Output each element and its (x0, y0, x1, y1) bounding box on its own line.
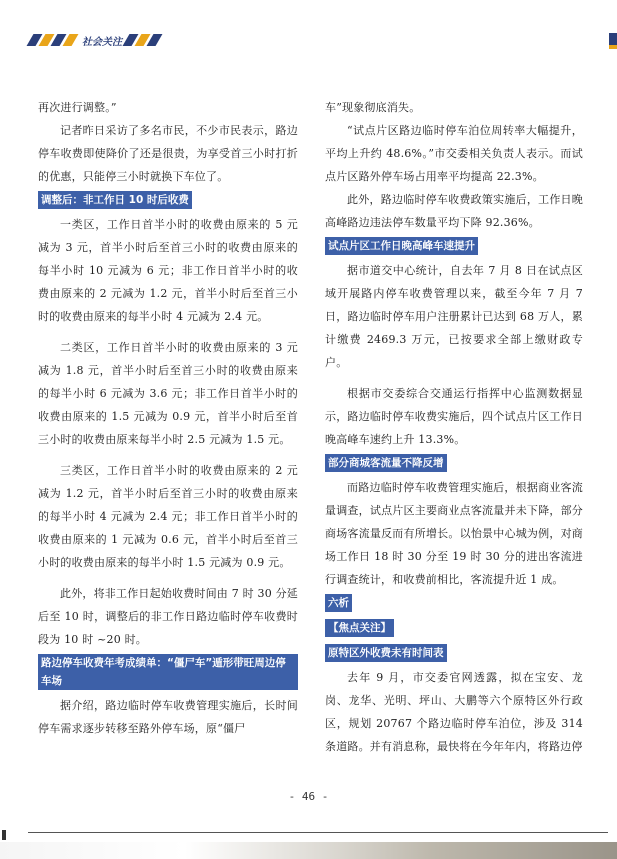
paragraph: 车”现象彻底消失。 (325, 101, 421, 114)
paragraph: 据市道交中心统计，自去年 7 月 8 日在试点区域开展路内停车收费管理以来，截至今年 7 月 7 日，路边临时停车用户注册累计已达到 68 万人，累计缴费 2469.3 万元，已按要求全部上缴财政专户。 (325, 264, 583, 369)
paragraph: “试点片区路边临时停车泊位周转率大幅提升，平均上升约 48.6%。”市交委相关负责人表示。而试点片区路外停车场占用率平均提高 22.3%。 (325, 124, 583, 183)
subheading: 试点片区工作日晚高峰车速提升 (325, 237, 478, 255)
scan-edge (0, 842, 617, 859)
right-column (325, 96, 583, 758)
paragraph: 据介绍，路边临时停车收费管理实施后，长时间停车需求逐步转移至路外停车场，原“僵尸 (38, 699, 298, 735)
section-title: 社会关注 (82, 36, 122, 48)
paragraph: 去年 9 月，市交委官网透露，拟在宝安、龙岗、龙华、光明、坪山、大鹏等六个原特区外行政区，规划 20767 个路边临时停车泊位，涉及 314 条道路。并有消息称，最快将在今年年内，将路边停 (325, 671, 583, 753)
page-number: - 46 - (288, 790, 329, 803)
subheading: 路边停车收费年考成绩单：“僵尸车”遁形带旺周边停车场 (38, 654, 298, 690)
focus-label: 【焦点关注】 (325, 619, 394, 637)
subheading: 原特区外收费未有时间表 (325, 644, 447, 662)
divider (28, 832, 608, 833)
paragraph: 二类区，工作日首半小时的收费由原来的 3 元减为 1.8 元，首半小时后至首三小时的收费由原来的每半小时 6 元减为 3.6 元；非工作日首半小时的收费由原来的 1.5 元减为 0.9 元，首半小时后至首三小时的收费由原来每半小时 2.5 元减为 1.5 元。 (38, 341, 298, 446)
left-column (38, 96, 298, 740)
subheading: 六析 (325, 594, 352, 612)
paragraph: 三类区，工作日首半小时的收费由原来的 2 元减为 1.2 元，首半小时后至首三小时的收费由原来的每半小时 4 元减为 2.4 元；非工作日首半小时的收费由原来的 1 元减为 0.6 元，首半小时后至首三小时的收费由原来的每半小时 1.5 元减为 0.9 元。 (38, 464, 298, 569)
paragraph: 此外，将非工作日起始收费时间由 7 时 30 分延后至 10 时，调整后的非工作日路边临时停车收费时段为 10 时 ~20 时。 (38, 587, 298, 646)
paragraph: 记者昨日采访了多名市民，不少市民表示，路边停车收费即使降价了还是很贵，为享受首三小时打折的优惠，只能停三小时就换下车位了。 (38, 124, 298, 183)
subheading: 调整后：非工作日 10 时后收费 (38, 191, 192, 209)
paragraph: 一类区，工作日首半小时的收费由原来的 5 元减为 3 元，首半小时后至首三小时的收费由原来的每半小时 10 元减为 6 元；非工作日首半小时的收费由原来的 2 元减为 1.2 元，首半小时后至首三小时的收费由原来的每半小时 4 元减为 2.4 元。 (38, 218, 298, 323)
paragraph: 而路边临时停车收费管理实施后，根据商业客流量调查，试点片区主要商业点客流量并未下降，部分商场客流量反而有所增长。以怡景中心城为例，对商场工作日 18 时 30 分至 19 时 30 分的进出客流进行调查统计，和收费前相比，客流提升近 1 成。 (325, 481, 583, 586)
paragraph: 再次进行调整。” (38, 101, 117, 114)
paragraph: 此外，路边临时停车收费政策实施后，工作日晚高峰路边违法停车数量平均下降 92.36%。 (325, 193, 583, 229)
paragraph: 根据市交委综合交通运行指挥中心监测数据显示，路边临时停车收费实施后，四个试点片区工作日晚高峰车速约上升 13.3%。 (325, 387, 583, 446)
scan-mark (2, 830, 6, 840)
page-edge-tab (609, 33, 617, 49)
section-header (30, 33, 180, 47)
subheading: 部分商城客流量不降反增 (325, 454, 447, 472)
